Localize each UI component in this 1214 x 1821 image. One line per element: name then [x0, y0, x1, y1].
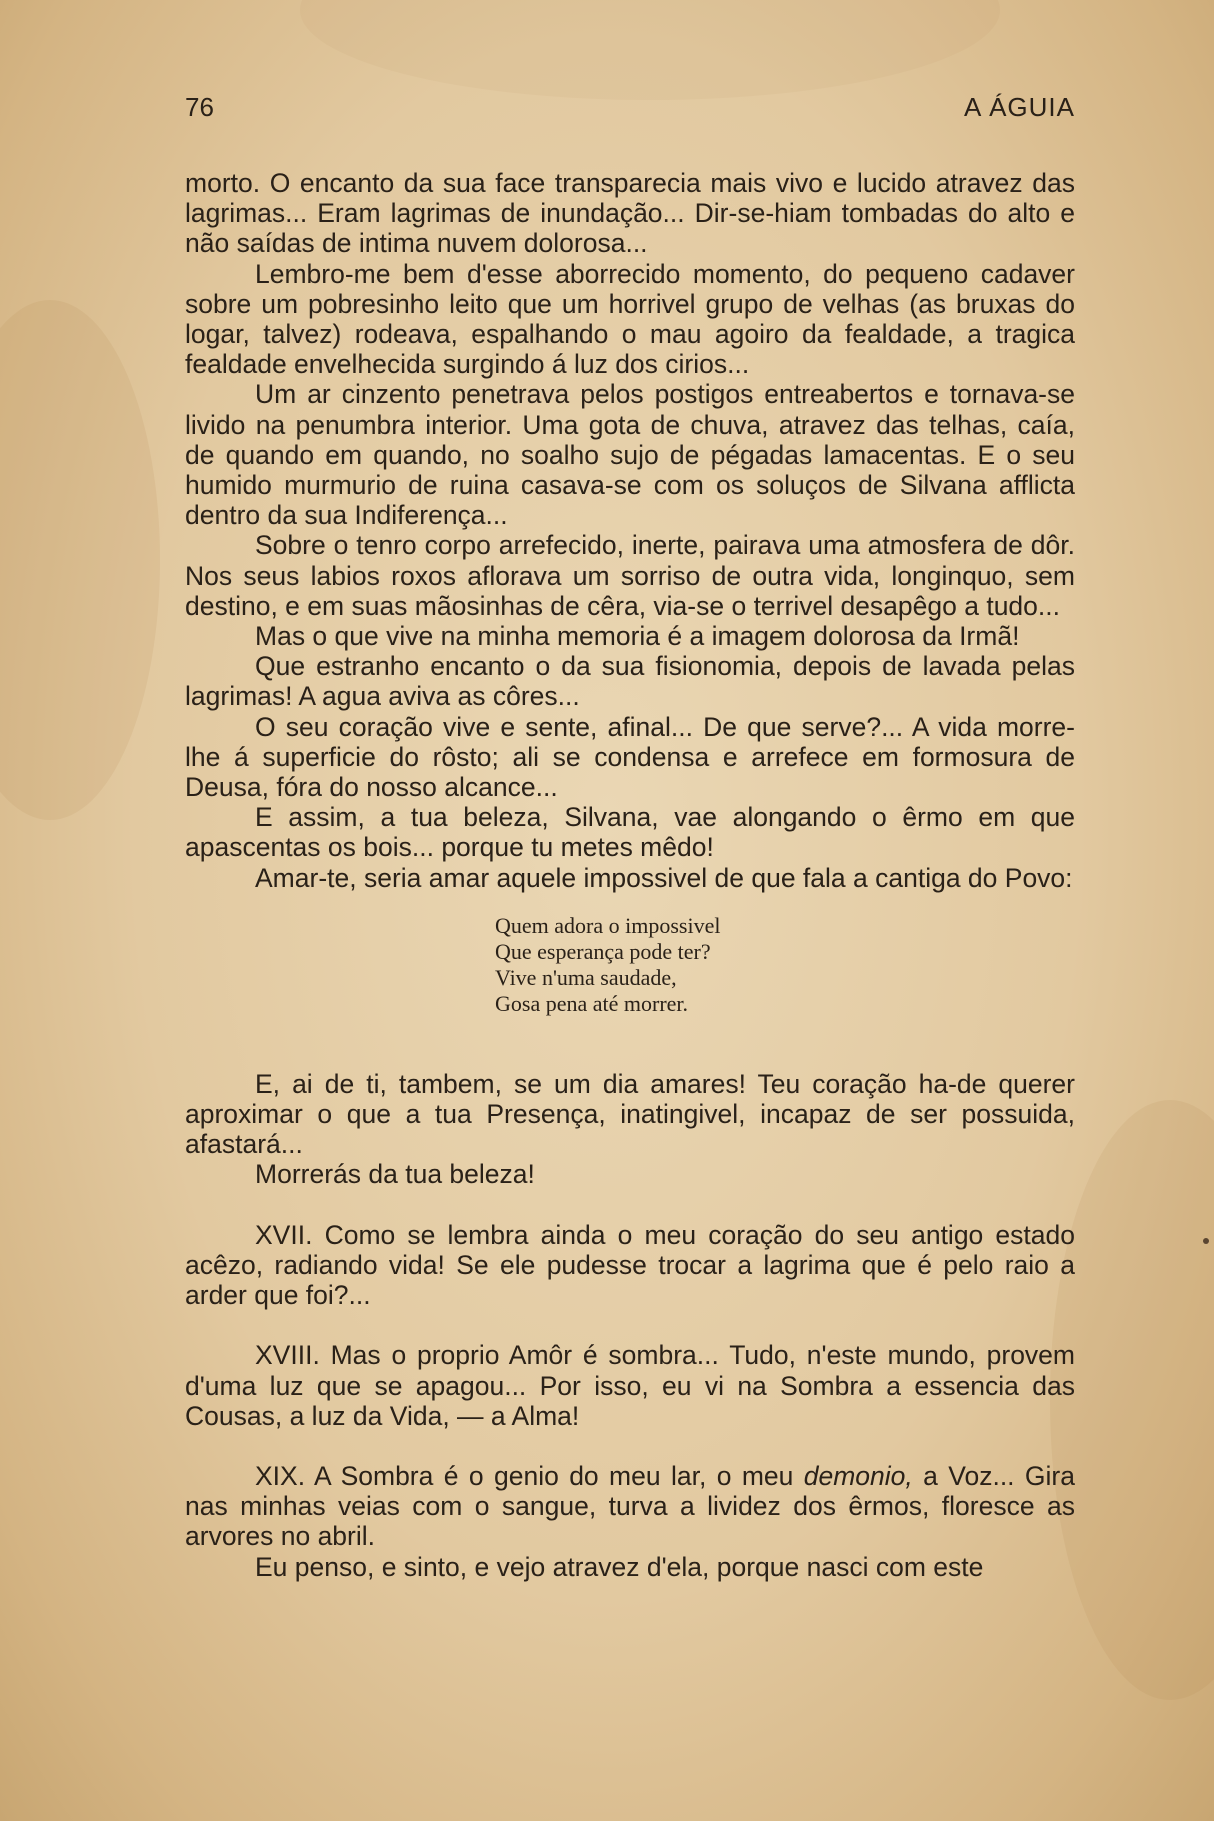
paragraph: E assim, a tua beleza, Silvana, vae alongando o êrmo em que apascentas os bois... porque tu metes mêdo!: [185, 802, 1075, 863]
paragraph: morto. O encanto da sua face transparecia mais vivo e lucido atravez das lagrimas... Eram lagrimas de inundação... Dir-se-hiam tombadas do alto e não saídas de intima nuvem dolorosa...: [185, 168, 1075, 259]
paragraph: O seu coração vive e sente, afinal... De que serve?... A vida morre-lhe á superficie do rôsto; ali se condensa e arrefece em formosura de Deusa, fóra do nosso alcance...: [185, 711, 1075, 803]
verse-line: Que esperança pode ter?: [495, 938, 711, 964]
italic-word: demonio,: [803, 1460, 913, 1491]
verse-line: Quem adora o impossivel: [495, 912, 721, 938]
section-gap: [185, 1190, 1075, 1220]
body-text: [185, 168, 1075, 1582]
section-xix: [185, 1461, 1075, 1552]
folk-verse: [495, 913, 1075, 1017]
paragraph: Amar-te, seria amar aquele impossivel de que fala a cantiga do Povo:: [255, 862, 1073, 893]
section-xix-text: XIX. A Sombra é o genio do meu lar, o meu: [255, 1460, 804, 1491]
paragraph: Mas o que vive na minha memoria é a imagem dolorosa da Irmã!: [255, 621, 1020, 652]
verse-line: Vive n'uma saudade,: [495, 964, 677, 990]
page-number: 76: [185, 92, 214, 122]
paragraph: E, ai de ti, tambem, se um dia amares! Teu coração ha-de querer aproximar o que a tua Presença, inatingivel, incapaz de ser possuida, afastará...: [185, 1068, 1075, 1160]
section-gap: [185, 1310, 1075, 1340]
paragraph: Que estranho encanto o da sua fisionomia, depois de lavada pelas lagrimas! A agua aviva as côres...: [185, 651, 1075, 712]
running-head: A ÁGUIA: [963, 92, 1075, 122]
paragraph: Sobre o tenro corpo arrefecido, inerte, pairava uma atmosfera de dôr. Nos seus labios roxos aflorava um sorriso de outra vida, longinquo, sem destino, e em suas mãosinhas de cêra, via-se o terrivel desapêgo a tudo...: [185, 530, 1075, 621]
ink-spot: [1203, 1238, 1209, 1244]
verse-line: Gosa pena até morrer.: [495, 990, 689, 1016]
closing-line: Eu penso, e sinto, e vejo atravez d'ela, porque nasci com este: [255, 1551, 984, 1582]
section-xix-text: a Voz... Gira nas minhas veias com o sangue, turva a lividez dos êrmos, floresce as arvores no abril.: [185, 1460, 1075, 1552]
paper-stain: [0, 300, 160, 820]
paper-stain: [300, 0, 1000, 100]
section-xviii: XVIII. Mas o proprio Amôr é sombra... Tudo, n'este mundo, provem d'uma luz que se apagou... Por isso, eu vi na Sombra a essencia das Cousas, a luz da Vida, — a Alma!: [185, 1340, 1075, 1431]
section-xvii: XVII. Como se lembra ainda o meu coração do seu antigo estado acêzo, radiando vida! Se ele pudesse trocar a lagrima que é pelo raio a arder que foi?...: [185, 1219, 1075, 1311]
section-gap: [185, 1431, 1075, 1461]
paragraph: Morrerás da tua beleza!: [255, 1159, 535, 1190]
paragraph: Um ar cinzento penetrava pelos postigos entreabertos e tornava-se livido na penumbra interior. Uma gota de chuva, atravez das telhas, caía, de quando em quando, no soalho sujo de pégadas lamacentas. E o seu humido murmurio de ruina casava-se com os soluços de Silvana afflicta dentro da sua Indiferença...: [185, 379, 1075, 531]
paragraph: Lembro-me bem d'esse aborrecido momento, do pequeno cadaver sobre um pobresinho leito que um horrivel grupo de velhas (as bruxas do logar, talvez) rodeava, espalhando o mau agoiro da fealdade, a tragica fealdade envelhecida surgindo á luz dos cirios...: [185, 258, 1075, 380]
page-header: [185, 92, 1075, 132]
